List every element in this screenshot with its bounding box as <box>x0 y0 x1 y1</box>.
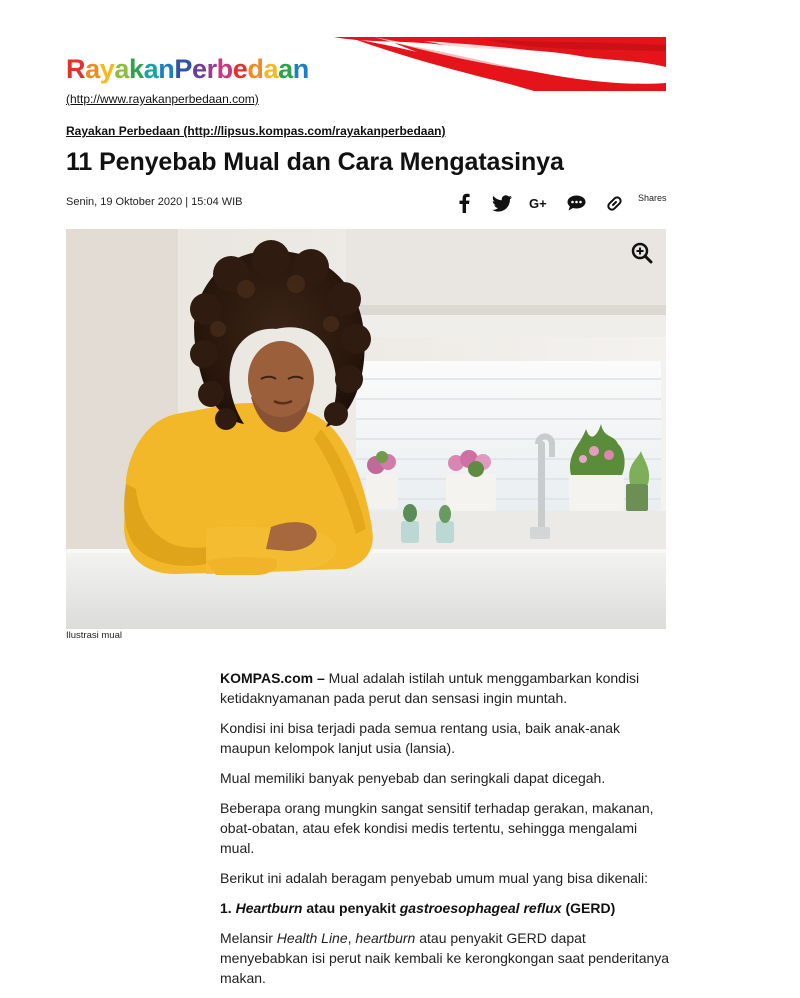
share-bar <box>452 191 640 215</box>
image-caption: Ilustrasi mual <box>66 630 122 641</box>
facebook-icon <box>458 193 470 213</box>
logo-letter: n <box>292 54 309 84</box>
google-plus-share-button[interactable] <box>527 191 551 215</box>
heading-term-2: gastroesophageal reflux <box>399 900 562 916</box>
comment-icon <box>567 195 586 211</box>
logo-letter: d <box>247 54 264 84</box>
svg-text:G+: G+ <box>529 196 547 210</box>
heading-mid: atau penyakit <box>302 900 400 916</box>
red-white-flag-decoration <box>334 37 666 91</box>
term: heartburn <box>355 930 416 946</box>
shares-label: Shares <box>638 193 667 203</box>
logo-letter: b <box>216 54 233 84</box>
article-hero-image[interactable] <box>66 229 666 629</box>
logo-letter: y <box>99 54 115 84</box>
woman-stomachache-illustration <box>66 229 666 629</box>
logo-letter: R <box>66 54 86 84</box>
paragraph: Mual memiliki banyak penyebab dan seringkali dapat dicegah. <box>220 770 606 786</box>
copy-link-button[interactable] <box>602 191 626 215</box>
paragraph <box>220 928 670 988</box>
paragraph: Beberapa orang mungkin sangat sensitif terhadap gerakan, makanan, obat-obatan, atau efek kondisi medis tertentu, sehingga mengalami mual. <box>220 800 654 856</box>
logo-letter: r <box>206 54 217 84</box>
paragraph-text: Melansir <box>220 930 277 946</box>
logo-letter: P <box>174 54 192 84</box>
source-label: KOMPAS.com – <box>220 670 325 686</box>
paragraph-text: , <box>347 930 356 946</box>
logo-letter: k <box>128 54 144 84</box>
paragraph: Berikut ini adalah beragam penyebab umum mual yang bisa dikenali: <box>220 870 649 886</box>
comment-button[interactable] <box>565 191 589 215</box>
paragraph-text: Mual adalah istilah untuk menggambarkan kondisi ketidaknyamanan pada perut dan sensasi ingin muntah. <box>220 670 640 706</box>
twitter-share-button[interactable] <box>490 191 514 215</box>
heading-end: (GERD) <box>561 900 616 916</box>
source-name: Health Line <box>276 930 348 946</box>
facebook-share-button[interactable] <box>452 191 476 215</box>
breadcrumb[interactable]: Rayakan Perbedaan (http://lipsus.kompas.com/rayakanperbedaan) <box>66 124 446 138</box>
logo-letter: a <box>114 54 129 84</box>
logo-letter: e <box>232 54 248 84</box>
logo-letter: a <box>263 54 279 84</box>
article-body <box>220 668 670 998</box>
rayakan-perbedaan-logo[interactable] <box>66 53 309 85</box>
site-link[interactable]: (http://www.rayakanperbedaan.com) <box>66 92 259 106</box>
rayakan-perbedaan-banner[interactable] <box>66 37 666 91</box>
zoom-in-icon[interactable] <box>631 242 653 264</box>
heading-number: 1. <box>220 900 236 916</box>
paragraph <box>220 668 670 708</box>
logo-letter: e <box>191 54 207 84</box>
publish-date: Senin, 19 Oktober 2020 | 15:04 WIB <box>66 196 243 208</box>
logo-letter: a <box>278 54 293 84</box>
page-title: 11 Penyebab Mual dan Cara Mengatasinya <box>66 148 564 176</box>
link-icon <box>605 194 624 213</box>
logo-letter: n <box>158 54 175 84</box>
google-plus-icon <box>529 196 549 210</box>
logo-letter: a <box>85 54 100 84</box>
logo-letter: a <box>143 54 159 84</box>
twitter-icon <box>492 195 512 212</box>
paragraph-text: atau penyakit GERD dapat menyebabkan isi perut naik kembali ke kerongkongan saat penderitanya makan. <box>220 930 670 986</box>
paragraph: Kondisi ini bisa terjadi pada semua rentang usia, baik anak-anak maupun kelompok lanjut usia (lansia). <box>220 720 621 756</box>
section-heading <box>220 898 670 918</box>
heading-term: Heartburn <box>235 900 303 916</box>
